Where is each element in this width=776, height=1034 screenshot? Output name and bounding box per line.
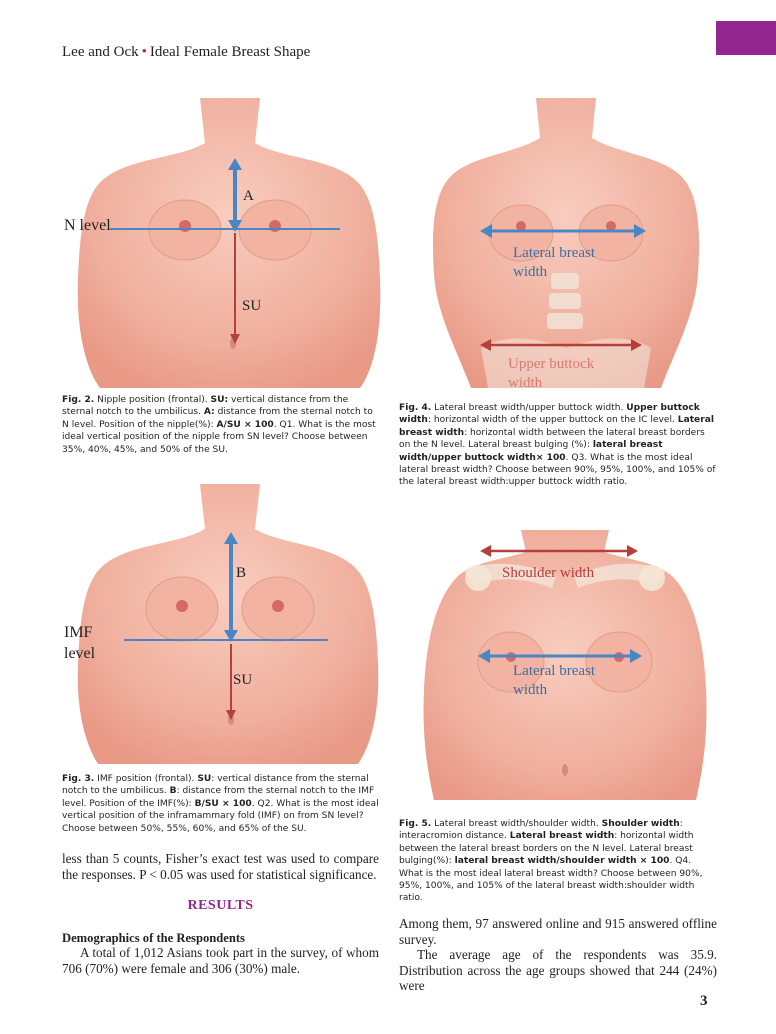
fig3-number: Fig. 3. bbox=[62, 774, 95, 784]
caption-bold: Lateral breast width bbox=[399, 415, 714, 438]
caption-bold: B bbox=[169, 786, 177, 797]
body-paragraph: The average age of the respondents was 35.9. Distribution across the age groups showed that 244 (24%) were bbox=[399, 947, 717, 994]
header-title: Ideal Female Breast Shape bbox=[149, 44, 311, 60]
left-column-paragraph bbox=[62, 851, 379, 882]
fig5-shoulder-width-label: Shoulder width bbox=[502, 565, 595, 581]
fig3-caption bbox=[62, 773, 379, 835]
running-header bbox=[62, 44, 310, 61]
figure-2-illustration bbox=[60, 98, 400, 388]
caption-text: : horizontal width between the lateral breast borders on the N level. Lateral breast bulging(%): bbox=[399, 831, 694, 867]
caption-text: : distance from the sternal notch to the IMF level. Position of the IMF(%): bbox=[62, 786, 375, 809]
fig3-level-label bbox=[64, 622, 95, 664]
caption-text: distance from the sternal notch to N level. Position of the nipple(%): bbox=[62, 407, 373, 430]
label-line: width bbox=[508, 375, 543, 391]
label-line: Lateral breast bbox=[513, 663, 596, 679]
fig5-caption bbox=[399, 818, 717, 905]
caption-text: : vertical distance from the sternal notch to the umbilicus. bbox=[62, 774, 369, 797]
caption-text: . Q1. What is the most ideal vertical position of the nipple from SN level? Choose between 35%, 40%, 45%, and 50% of the SU. bbox=[62, 419, 376, 455]
results-heading: RESULTS bbox=[187, 898, 254, 913]
fig5-number: Fig. 5. bbox=[399, 819, 432, 829]
caption-text: IMF position (frontal). bbox=[94, 774, 198, 784]
caption-text: Lateral breast width/upper buttock width. bbox=[431, 403, 627, 413]
caption-text: . Q2. What is the most ideal vertical position of the inframammary fold (IMF) on from SN level? Choose between 50%, 55%, 60%, and 65% of the SU. bbox=[62, 798, 379, 834]
caption-bold: lateral breast width/upper buttock width× 100 bbox=[399, 440, 663, 463]
caption-text: . Q3. What is the most ideal lateral breast width? Choose between 90%, 95%, 100%, and 105% of the lateral breast width:upper buttock width ratio. bbox=[399, 452, 716, 488]
caption-bold: SU: bbox=[210, 395, 229, 405]
page-number: 3 bbox=[700, 993, 708, 1009]
fig2-a-label: A bbox=[243, 188, 254, 204]
caption-bold: Upper buttock width bbox=[399, 403, 700, 426]
caption-text: . Q4. What is the most ideal lateral breast width? Choose between 90%, 95%, 100%, and 105% of the lateral breast width:shoulder width ratio. bbox=[399, 856, 703, 904]
right-column-text bbox=[399, 916, 717, 994]
fig2-caption bbox=[62, 394, 379, 456]
fig2-su-label: SU bbox=[242, 298, 262, 314]
caption-bold: Lateral breast width bbox=[509, 831, 615, 842]
label-line: IMF bbox=[64, 624, 93, 641]
label-line: level bbox=[64, 645, 96, 662]
caption-text: : horizontal width between the lateral breast borders on the N level. Lateral breast bulging (%): bbox=[399, 427, 705, 451]
caption-text: : horizontal width of the upper buttock on the IC level. bbox=[427, 415, 678, 426]
body-paragraph: less than 5 counts, Fisher’s exact test was used to compare the responses. P < 0.05 was used for statistical significance. bbox=[62, 851, 379, 882]
demographics-paragraph bbox=[62, 945, 379, 976]
figure-3-illustration bbox=[60, 484, 400, 764]
caption-bold: A: bbox=[203, 407, 215, 418]
fig2-number: Fig. 2. bbox=[62, 395, 95, 405]
demographics-heading: Demographics of the Respondents bbox=[62, 931, 245, 945]
fig5-lateral-breast-width-label bbox=[513, 662, 595, 700]
body-paragraph: Among them, 97 answered online and 915 answered offline survey. bbox=[399, 916, 717, 947]
header-authors: Lee and Ock bbox=[62, 44, 139, 60]
caption-text: Nipple position (frontal). bbox=[94, 395, 211, 405]
header-separator-dot: • bbox=[141, 44, 147, 60]
figure-4-illustration bbox=[416, 98, 716, 388]
body-paragraph: A total of 1,012 Asians took part in the survey, of whom 706 (70%) were female and 306 (30%) male. bbox=[62, 945, 379, 976]
label-line: width bbox=[513, 682, 548, 698]
label-line: Upper buttock bbox=[508, 356, 595, 372]
label-line: width bbox=[513, 264, 548, 280]
chapter-tab bbox=[716, 21, 776, 55]
label-line: Lateral breast bbox=[513, 245, 596, 261]
caption-bold: A/SU × 100 bbox=[216, 419, 274, 430]
caption-bold: Shoulder width bbox=[601, 819, 680, 829]
fig4-upper-buttock-width-label bbox=[508, 355, 594, 393]
fig3-su-label: SU bbox=[233, 672, 253, 688]
caption-text: : interacromion distance. bbox=[399, 819, 683, 842]
fig4-caption bbox=[399, 402, 717, 489]
fig4-number: Fig. 4. bbox=[399, 403, 432, 413]
fig2-level-label: N level bbox=[64, 217, 111, 234]
caption-bold: lateral breast width/shoulder width × 100 bbox=[454, 856, 670, 867]
fig4-lateral-breast-width-label bbox=[513, 244, 595, 282]
caption-bold: B/SU × 100 bbox=[194, 798, 252, 809]
fig3-b-label: B bbox=[236, 565, 247, 581]
caption-text: Lateral breast width/shoulder width. bbox=[431, 819, 602, 829]
caption-bold: SU bbox=[197, 774, 212, 784]
caption-text: vertical distance from the sternal notch to the umbilicus. bbox=[62, 395, 349, 418]
